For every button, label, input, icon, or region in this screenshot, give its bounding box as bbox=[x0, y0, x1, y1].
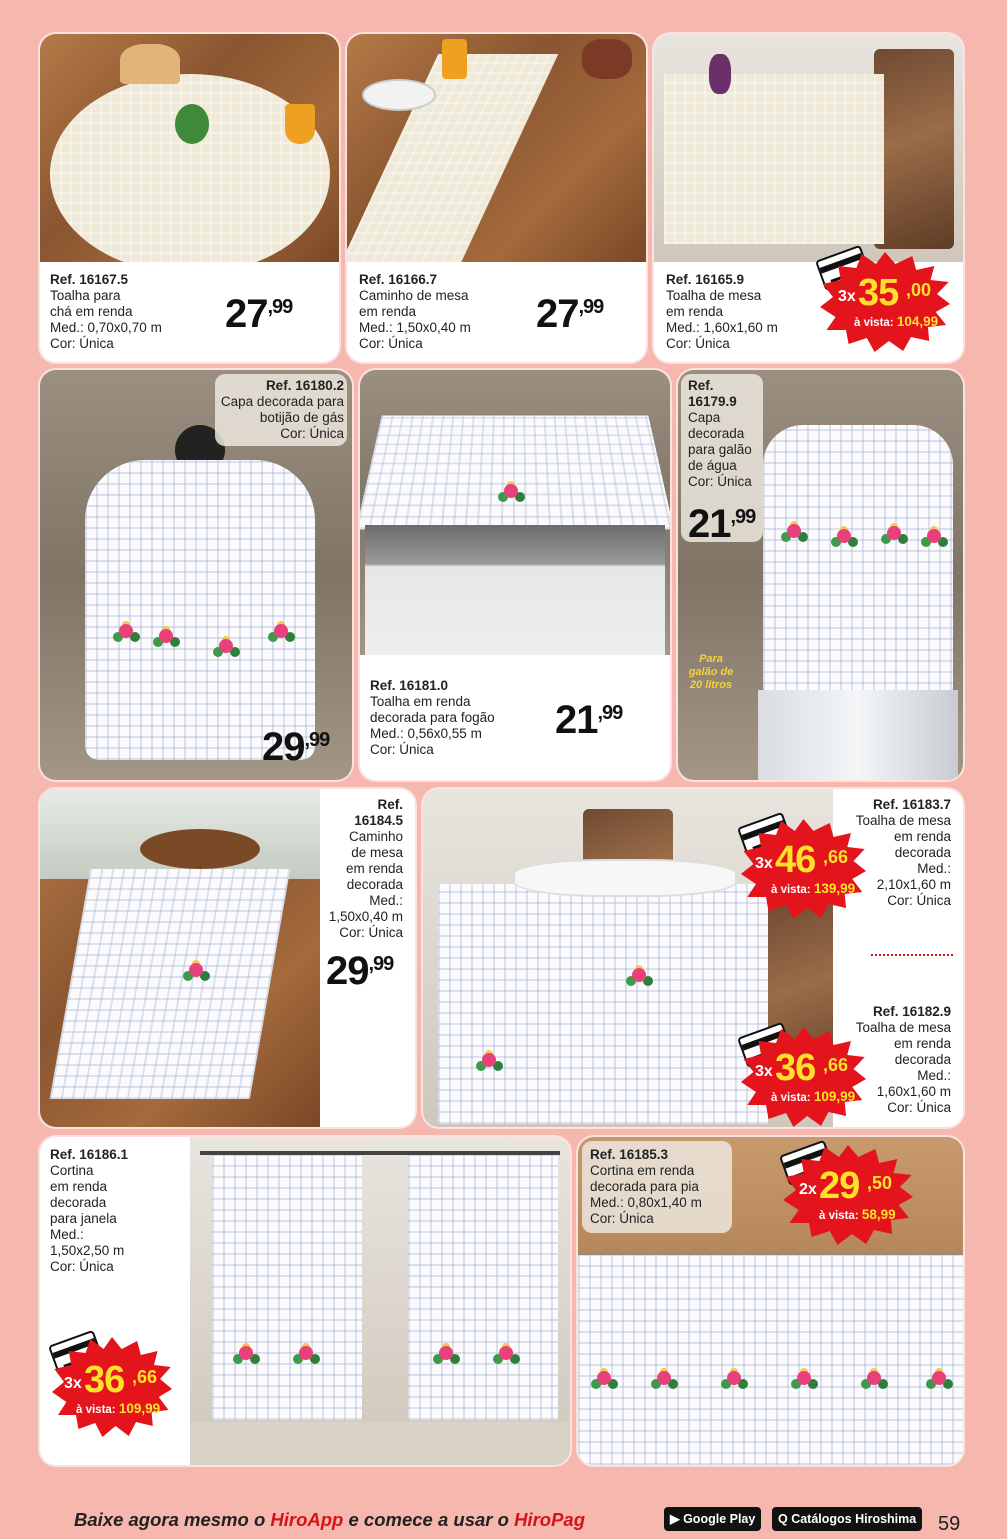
juice-jug bbox=[442, 39, 467, 79]
product-ref: Ref. 16181.0 bbox=[370, 678, 449, 693]
price bbox=[326, 949, 393, 994]
product-card-16183-7-16182-9[interactable] bbox=[423, 789, 963, 1127]
product-desc bbox=[329, 797, 403, 941]
carafe bbox=[709, 54, 731, 94]
water-dispenser bbox=[758, 690, 958, 780]
product-desc bbox=[50, 272, 162, 352]
desc-line: Toalha de mesa bbox=[855, 1020, 951, 1035]
price-cents: ,99 bbox=[730, 506, 756, 528]
cash-label: à vista: bbox=[819, 1210, 859, 1222]
desc-line: Cor: Única bbox=[590, 1211, 654, 1226]
desc-line: Cor: Única bbox=[887, 893, 951, 908]
product-desc bbox=[221, 378, 344, 442]
catalogos-hiroshima-button[interactable]: Q Catálogos Hiroshima bbox=[772, 1507, 922, 1531]
desc-line: Cor: Única bbox=[359, 336, 423, 351]
plant-pot bbox=[175, 104, 209, 144]
product-ref: 16179.9 bbox=[688, 394, 737, 409]
hiroapp-link[interactable]: HiroApp bbox=[270, 1509, 344, 1530]
desc-line: de água bbox=[688, 458, 737, 473]
floral-print bbox=[828, 525, 858, 549]
desc-line: Med.: 1,50x0,40 m bbox=[359, 320, 471, 335]
product-ref: 16184.5 bbox=[354, 813, 403, 828]
cash-price bbox=[771, 1089, 855, 1104]
price-cents: ,99 bbox=[304, 729, 330, 751]
desc-line: decorada bbox=[346, 877, 403, 892]
product-photo bbox=[40, 789, 320, 1127]
price-cents: ,99 bbox=[368, 953, 394, 975]
price bbox=[555, 698, 622, 743]
installment-count: 3x bbox=[755, 1063, 773, 1080]
footer-text: Baixe agora mesmo o bbox=[74, 1509, 271, 1530]
page-number: 59 bbox=[938, 1513, 961, 1535]
installment-cents: ,66 bbox=[823, 847, 849, 867]
desc-line: decorada bbox=[688, 426, 745, 441]
product-card-16179-9[interactable] bbox=[678, 370, 963, 780]
desc-line: Capa bbox=[688, 410, 721, 425]
product-ref: Ref. 16180.2 bbox=[265, 378, 344, 393]
floral-print bbox=[878, 522, 908, 546]
desc-line: Cor: Única bbox=[666, 336, 730, 351]
desc-line: 2,10x1,60 m bbox=[876, 877, 951, 892]
water-gallon-cover bbox=[763, 425, 953, 695]
floral-print bbox=[718, 1367, 748, 1391]
cash-price bbox=[76, 1401, 160, 1416]
cash-price bbox=[854, 314, 938, 329]
product-card-16180-2[interactable] bbox=[40, 370, 352, 780]
lace-tablecloth bbox=[438, 884, 768, 1124]
installment-value: 46 bbox=[775, 839, 816, 881]
desc-line: decorada bbox=[50, 1195, 107, 1210]
price-int: 21 bbox=[555, 698, 598, 742]
product-card-16186-1[interactable] bbox=[40, 1137, 570, 1465]
cash-label: à vista: bbox=[771, 884, 811, 896]
desc-line: Cor: Única bbox=[688, 474, 752, 489]
desc-line: Caminho de mesa bbox=[359, 288, 469, 303]
price-cents: ,99 bbox=[597, 702, 623, 724]
cash-price bbox=[819, 1207, 896, 1222]
curtain-left bbox=[212, 1155, 362, 1420]
desc-line: chá em renda bbox=[50, 304, 133, 319]
tea-set bbox=[513, 859, 737, 897]
installment-count: 3x bbox=[64, 1375, 82, 1392]
installment-burst bbox=[820, 252, 950, 352]
gas-cylinder-cover bbox=[85, 460, 315, 760]
price-cents: ,99 bbox=[578, 296, 604, 318]
product-card-16166-7[interactable] bbox=[347, 34, 646, 362]
floral-print bbox=[150, 625, 180, 649]
curtain-right bbox=[408, 1155, 558, 1420]
desc-line: Cor: Única bbox=[339, 925, 403, 940]
cash-price bbox=[771, 881, 855, 896]
price bbox=[688, 502, 755, 547]
product-ref: Ref. 16166.7 bbox=[359, 272, 438, 287]
desc-line: decorada bbox=[894, 1052, 951, 1067]
installment-value: 36 bbox=[775, 1047, 816, 1089]
product-ref: Ref. 16165.9 bbox=[666, 272, 745, 287]
price-int: 21 bbox=[688, 502, 731, 546]
desc-line: Cor: Única bbox=[50, 336, 114, 351]
product-photo bbox=[360, 370, 670, 655]
floral-print bbox=[473, 1049, 503, 1073]
floral-print bbox=[110, 620, 140, 644]
desc-line: Toalha de mesa bbox=[855, 813, 951, 828]
desc-line: Med.: 1,60x1,60 m bbox=[666, 320, 778, 335]
price bbox=[536, 292, 603, 337]
price-int: 29 bbox=[326, 949, 369, 993]
installment-burst bbox=[783, 1145, 913, 1245]
hiropag-link[interactable]: HiroPag bbox=[514, 1509, 585, 1530]
product-card-16181-0[interactable] bbox=[360, 370, 670, 780]
floral-print bbox=[623, 964, 653, 988]
installment-value: 29 bbox=[819, 1165, 860, 1207]
footer-banner bbox=[74, 1509, 585, 1531]
price-int: 27 bbox=[536, 292, 579, 336]
desc-line: Toalha para bbox=[50, 288, 121, 303]
floral-print bbox=[495, 480, 525, 504]
lace-runner bbox=[50, 869, 291, 1099]
product-photo bbox=[654, 34, 963, 262]
plate-stack bbox=[362, 79, 436, 111]
cash-label: à vista: bbox=[771, 1092, 811, 1104]
floral-print bbox=[858, 1367, 888, 1391]
product-ref: Ref. 16182.9 bbox=[872, 1004, 951, 1019]
desc-line: para galão bbox=[688, 442, 752, 457]
cash-label: à vista: bbox=[854, 317, 894, 329]
desc-line: Cortina bbox=[50, 1163, 94, 1178]
installment-burst bbox=[52, 1337, 172, 1437]
stove-cover bbox=[360, 415, 670, 529]
installment-burst bbox=[741, 819, 866, 919]
divider bbox=[871, 954, 953, 956]
desc-line: Cor: Única bbox=[50, 1259, 114, 1274]
desc-line: decorada para fogão bbox=[370, 710, 495, 725]
product-card-16167-5[interactable] bbox=[40, 34, 339, 362]
product-ref: Ref. 16183.7 bbox=[872, 797, 951, 812]
floral-print bbox=[588, 1367, 618, 1391]
floral-print bbox=[648, 1367, 678, 1391]
desc-line: Cor: Única bbox=[280, 426, 344, 441]
installment-count: 3x bbox=[838, 288, 856, 305]
cash-value: 109,99 bbox=[118, 1401, 161, 1416]
juice-glass bbox=[285, 104, 315, 144]
desc-line: em renda bbox=[893, 829, 951, 844]
product-ref: Ref. 16186.1 bbox=[50, 1147, 129, 1162]
cash-label: à vista: bbox=[76, 1404, 116, 1416]
floral-print bbox=[180, 959, 210, 983]
product-desc bbox=[359, 272, 471, 352]
product-ref: Ref. bbox=[688, 378, 714, 393]
installment-value: 36 bbox=[84, 1359, 125, 1401]
desc-line: em renda bbox=[666, 304, 724, 319]
floral-print bbox=[490, 1342, 520, 1366]
desc-line: Capa decorada para bbox=[220, 394, 344, 409]
desc-line: Cortina em renda bbox=[590, 1163, 695, 1178]
floral-print bbox=[210, 635, 240, 659]
floral-print bbox=[265, 620, 295, 644]
product-card-16184-5[interactable] bbox=[40, 789, 415, 1127]
footer-text: e comece a usar o bbox=[343, 1509, 515, 1530]
sink-curtain bbox=[578, 1255, 963, 1465]
floral-print bbox=[230, 1342, 260, 1366]
installment-count: 2x bbox=[799, 1181, 817, 1198]
product-desc bbox=[688, 378, 752, 490]
product-desc bbox=[590, 1147, 702, 1227]
product-card-16165-9[interactable] bbox=[654, 34, 963, 362]
floral-print bbox=[918, 525, 948, 549]
installment-count: 3x bbox=[755, 855, 773, 872]
desc-line: Toalha de mesa bbox=[666, 288, 762, 303]
bread-basket bbox=[140, 829, 260, 869]
desc-line: Med.: bbox=[50, 1227, 84, 1242]
desc-line: Cor: Única bbox=[887, 1100, 951, 1115]
cake-image bbox=[120, 44, 180, 84]
product-desc-16182-9 bbox=[856, 1004, 951, 1116]
desc-line: 1,50x0,40 m bbox=[328, 909, 403, 924]
desc-line: em renda bbox=[359, 304, 417, 319]
desc-line: em renda bbox=[50, 1179, 108, 1194]
installment-cents: ,50 bbox=[867, 1173, 893, 1193]
desc-line: 1,50x2,50 m bbox=[50, 1243, 125, 1258]
lace-doily bbox=[50, 74, 330, 262]
floral-print bbox=[778, 520, 808, 544]
lace-tablecloth bbox=[664, 74, 884, 244]
installment-cents: ,00 bbox=[906, 280, 932, 300]
price-cents: ,99 bbox=[267, 296, 293, 318]
product-desc-16183-7 bbox=[856, 797, 951, 909]
installment-cents: ,66 bbox=[823, 1055, 849, 1075]
note-line: 20 litros bbox=[689, 679, 733, 691]
desc-line: em renda bbox=[893, 1036, 951, 1051]
price-int: 27 bbox=[225, 292, 268, 336]
desc-line: Med.: bbox=[917, 1068, 951, 1083]
installment-cents: ,66 bbox=[132, 1367, 158, 1387]
note-line: galão de bbox=[688, 666, 734, 678]
cash-value: 139,99 bbox=[813, 881, 856, 896]
product-photo bbox=[190, 1137, 570, 1465]
desc-line: Med.: 0,56x0,55 m bbox=[370, 726, 482, 741]
cash-value: 104,99 bbox=[896, 314, 939, 329]
stove-front bbox=[365, 525, 665, 655]
sink-counter bbox=[190, 1422, 570, 1465]
floral-print bbox=[788, 1367, 818, 1391]
desc-line: 1,60x1,60 m bbox=[876, 1084, 951, 1099]
desc-line: decorada bbox=[894, 845, 951, 860]
desc-line: de mesa bbox=[351, 845, 403, 860]
product-ref: Ref. 16185.3 bbox=[590, 1147, 669, 1162]
product-ref: Ref. bbox=[377, 797, 403, 812]
floral-print bbox=[290, 1342, 320, 1366]
desc-line: Med.: 0,70x0,70 m bbox=[50, 320, 162, 335]
installment-burst bbox=[741, 1027, 866, 1127]
desc-line: para janela bbox=[50, 1211, 117, 1226]
desc-line: Caminho bbox=[348, 829, 403, 844]
product-photo bbox=[347, 34, 646, 262]
desc-line: botijão de gás bbox=[259, 410, 344, 425]
price-int: 29 bbox=[262, 725, 305, 769]
note-line: Para bbox=[699, 653, 723, 665]
cash-value: 109,99 bbox=[813, 1089, 856, 1104]
desc-line: Cor: Única bbox=[370, 742, 434, 757]
desc-line: em renda bbox=[345, 861, 403, 876]
desc-line: Med.: bbox=[917, 861, 951, 876]
installment-value: 35 bbox=[858, 272, 899, 314]
price bbox=[225, 292, 292, 337]
cash-value: 58,99 bbox=[861, 1207, 896, 1222]
product-desc bbox=[50, 1147, 128, 1275]
capacity-note bbox=[686, 653, 736, 692]
floral-print bbox=[430, 1342, 460, 1366]
price bbox=[262, 725, 329, 770]
clay-pot bbox=[582, 39, 632, 79]
product-ref: Ref. 16167.5 bbox=[50, 272, 129, 287]
chair bbox=[874, 49, 954, 249]
product-desc bbox=[370, 678, 495, 758]
product-desc bbox=[666, 272, 778, 352]
desc-line: Med.: bbox=[369, 893, 403, 908]
desc-line: Med.: 0,80x1,40 m bbox=[590, 1195, 702, 1210]
product-card-16185-3[interactable] bbox=[578, 1137, 963, 1465]
google-play-button[interactable]: ▶ Google Play bbox=[664, 1507, 761, 1531]
desc-line: decorada para pia bbox=[590, 1179, 699, 1194]
desc-line: Toalha em renda bbox=[370, 694, 471, 709]
floral-print bbox=[923, 1367, 953, 1391]
product-photo bbox=[40, 34, 339, 262]
